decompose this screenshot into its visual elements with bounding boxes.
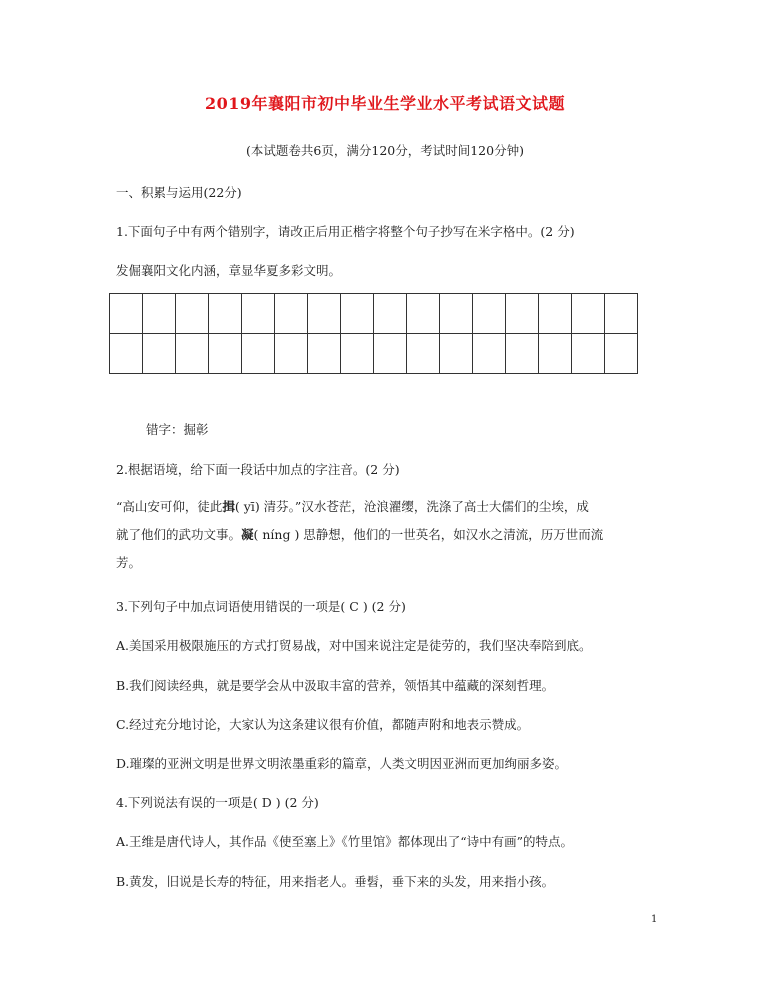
option-b: B.我们阅读经典，就是要学会从中汲取丰富的营养，领悟其中蕴藏的深刻哲理。 <box>116 678 555 693</box>
grid-cell[interactable] <box>341 294 374 334</box>
grid-cell[interactable] <box>275 294 308 334</box>
grid-cell[interactable] <box>308 334 341 374</box>
grid-cell[interactable] <box>374 334 407 374</box>
question-1-stem: 1.下面句子中有两个错别字，请改正后用正楷字将整个句子抄写在米字格中。(2 分) <box>116 224 575 239</box>
grid-cell[interactable] <box>473 294 506 334</box>
writing-grid[interactable] <box>109 293 638 374</box>
option-c: C.经过充分地讨论，大家认为这条建议很有价值，都随声附和地表示赞成。 <box>116 717 530 732</box>
question-4-stem: 4.下列说法有误的一项是( D ) (2 分) <box>116 795 319 810</box>
grid-cell[interactable] <box>539 294 572 334</box>
grid-cell[interactable] <box>605 294 638 334</box>
grid-cell[interactable] <box>143 294 176 334</box>
grid-cell[interactable] <box>506 294 539 334</box>
grid-cell[interactable] <box>440 294 473 334</box>
dotted-char: 揖 <box>222 499 235 514</box>
option-a: A.王维是唐代诗人，其作品《使至塞上》《竹里馆》都体现出了“诗中有画”的特点。 <box>116 834 574 849</box>
question-3-stem: 3.下列句子中加点词语使用错误的一项是( C ) (2 分) <box>116 599 406 614</box>
grid-cell[interactable] <box>572 294 605 334</box>
passage-line-2 <box>116 521 656 549</box>
option-d: D.璀璨的亚洲文明是世界文明浓墨重彩的篇章，人类文明因亚洲而更加绚丽多姿。 <box>116 756 568 771</box>
grid-cell[interactable] <box>572 334 605 374</box>
page-title: 2019年襄阳市初中毕业生学业水平考试语文试题 <box>204 94 566 113</box>
grid-cell[interactable] <box>176 334 209 374</box>
grid-cell[interactable] <box>209 334 242 374</box>
exam-info: (本试题卷共6页，满分120分，考试时间120分钟) <box>246 143 524 158</box>
grid-cell[interactable] <box>506 334 539 374</box>
grid-cell[interactable] <box>407 294 440 334</box>
question-2-passage <box>116 493 656 577</box>
grid-cell[interactable] <box>176 294 209 334</box>
dotted-char: 凝 <box>241 527 254 542</box>
grid-cell[interactable] <box>341 334 374 374</box>
question-2-stem: 2.根据语境，给下面一段话中加点的字注音。(2 分) <box>116 462 400 477</box>
grid-row <box>110 294 638 334</box>
passage-text: ( níng ) 思静想，他们的一世英名，如汉水之清流，历万世而流 <box>253 527 604 542</box>
grid-cell[interactable] <box>143 334 176 374</box>
passage-line-3: 芳。 <box>116 555 142 570</box>
passage-line-1 <box>116 493 656 521</box>
passage-text: ( yī) 清芬。”汉水苍茫，沧浪濯缨，洗涤了高士大儒们的尘埃，成 <box>234 499 589 514</box>
grid-cell[interactable] <box>275 334 308 374</box>
grid-cell[interactable] <box>407 334 440 374</box>
grid-cell[interactable] <box>605 334 638 374</box>
passage-text: “高山安可仰，徒此 <box>116 499 223 514</box>
passage-text: 就了他们的武功文事。 <box>116 527 242 542</box>
grid-cell[interactable] <box>110 294 143 334</box>
option-b: B.黄发，旧说是长寿的特征，用来指老人。垂髫，垂下来的头发，用来指小孩。 <box>116 874 555 889</box>
grid-cell[interactable] <box>308 294 341 334</box>
question-1-sentence: 发倔襄阳文化内涵，章显华夏多彩文明。 <box>116 263 342 278</box>
question-1-answer: 错字：掘彰 <box>146 422 209 437</box>
grid-cell[interactable] <box>242 334 275 374</box>
grid-cell[interactable] <box>374 294 407 334</box>
grid-row <box>110 334 638 374</box>
grid-cell[interactable] <box>110 334 143 374</box>
grid-cell[interactable] <box>440 334 473 374</box>
grid-cell[interactable] <box>539 334 572 374</box>
grid-cell[interactable] <box>473 334 506 374</box>
grid-cell[interactable] <box>209 294 242 334</box>
grid-cell[interactable] <box>242 294 275 334</box>
option-a: A.美国采用极限施压的方式打贸易战，对中国来说注定是徒劳的，我们坚决奉陪到底。 <box>116 638 592 653</box>
page-number: 1 <box>651 914 658 925</box>
section-heading: 一、积累与运用(22分) <box>116 185 242 200</box>
